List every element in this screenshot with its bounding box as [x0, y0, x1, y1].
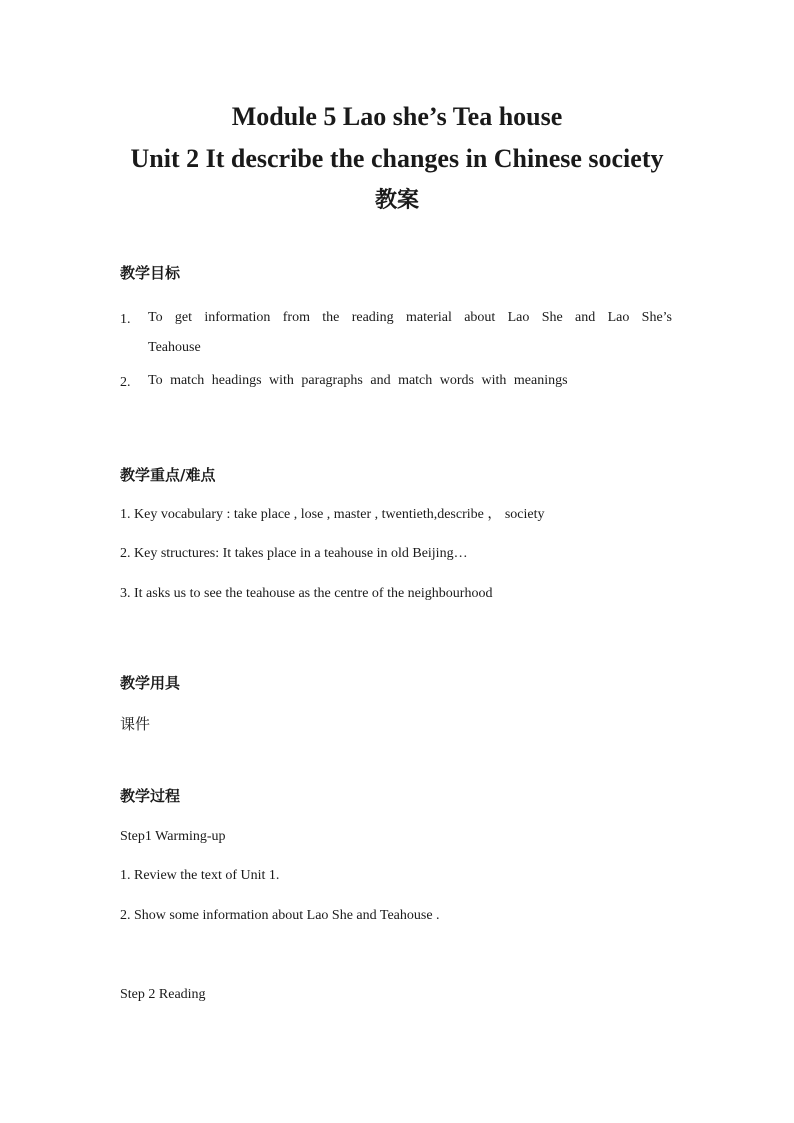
- key-point-line-2: 2. Key structures: It takes place in a teahouse in old Beijing…: [120, 546, 468, 561]
- key-point-line-1: 1. Key vocabulary : take place , lose , master , twentieth,describe ， society: [120, 507, 545, 522]
- key-point-line-3: 3. It asks us to see the teahouse as the centre of the neighbourhood: [120, 586, 493, 601]
- step1-line-2: 2. Show some information about Lao She and Teahouse .: [120, 908, 440, 923]
- step1-title: Step1 Warming-up: [120, 829, 226, 844]
- materials-text: 课件: [120, 715, 151, 733]
- objective-number: 2.: [120, 375, 131, 390]
- objective-text: To match headings with paragraphs and match words with meanings: [148, 373, 568, 388]
- title-line-3: 教案: [374, 188, 419, 213]
- materials-heading: 教学用具: [120, 674, 181, 692]
- objective-item-1: [120, 303, 672, 363]
- objectives-heading: 教学目标: [120, 264, 181, 282]
- step1-line-1: 1. Review the text of Unit 1.: [120, 868, 280, 883]
- title-line-2: Unit 2 It describe the changes in Chinese society: [130, 144, 664, 173]
- key-points-heading: 教学重点/难点: [120, 466, 216, 484]
- objective-item-2: [120, 366, 672, 396]
- procedure-heading: 教学过程: [120, 787, 181, 805]
- objective-number: 1.: [120, 312, 131, 327]
- step2-title: Step 2 Reading: [120, 987, 206, 1002]
- objective-text: To get information from the reading material about Lao She and Lao She’s Teahouse: [148, 310, 672, 355]
- title-line-1: Module 5 Lao she’s Tea house: [231, 102, 563, 131]
